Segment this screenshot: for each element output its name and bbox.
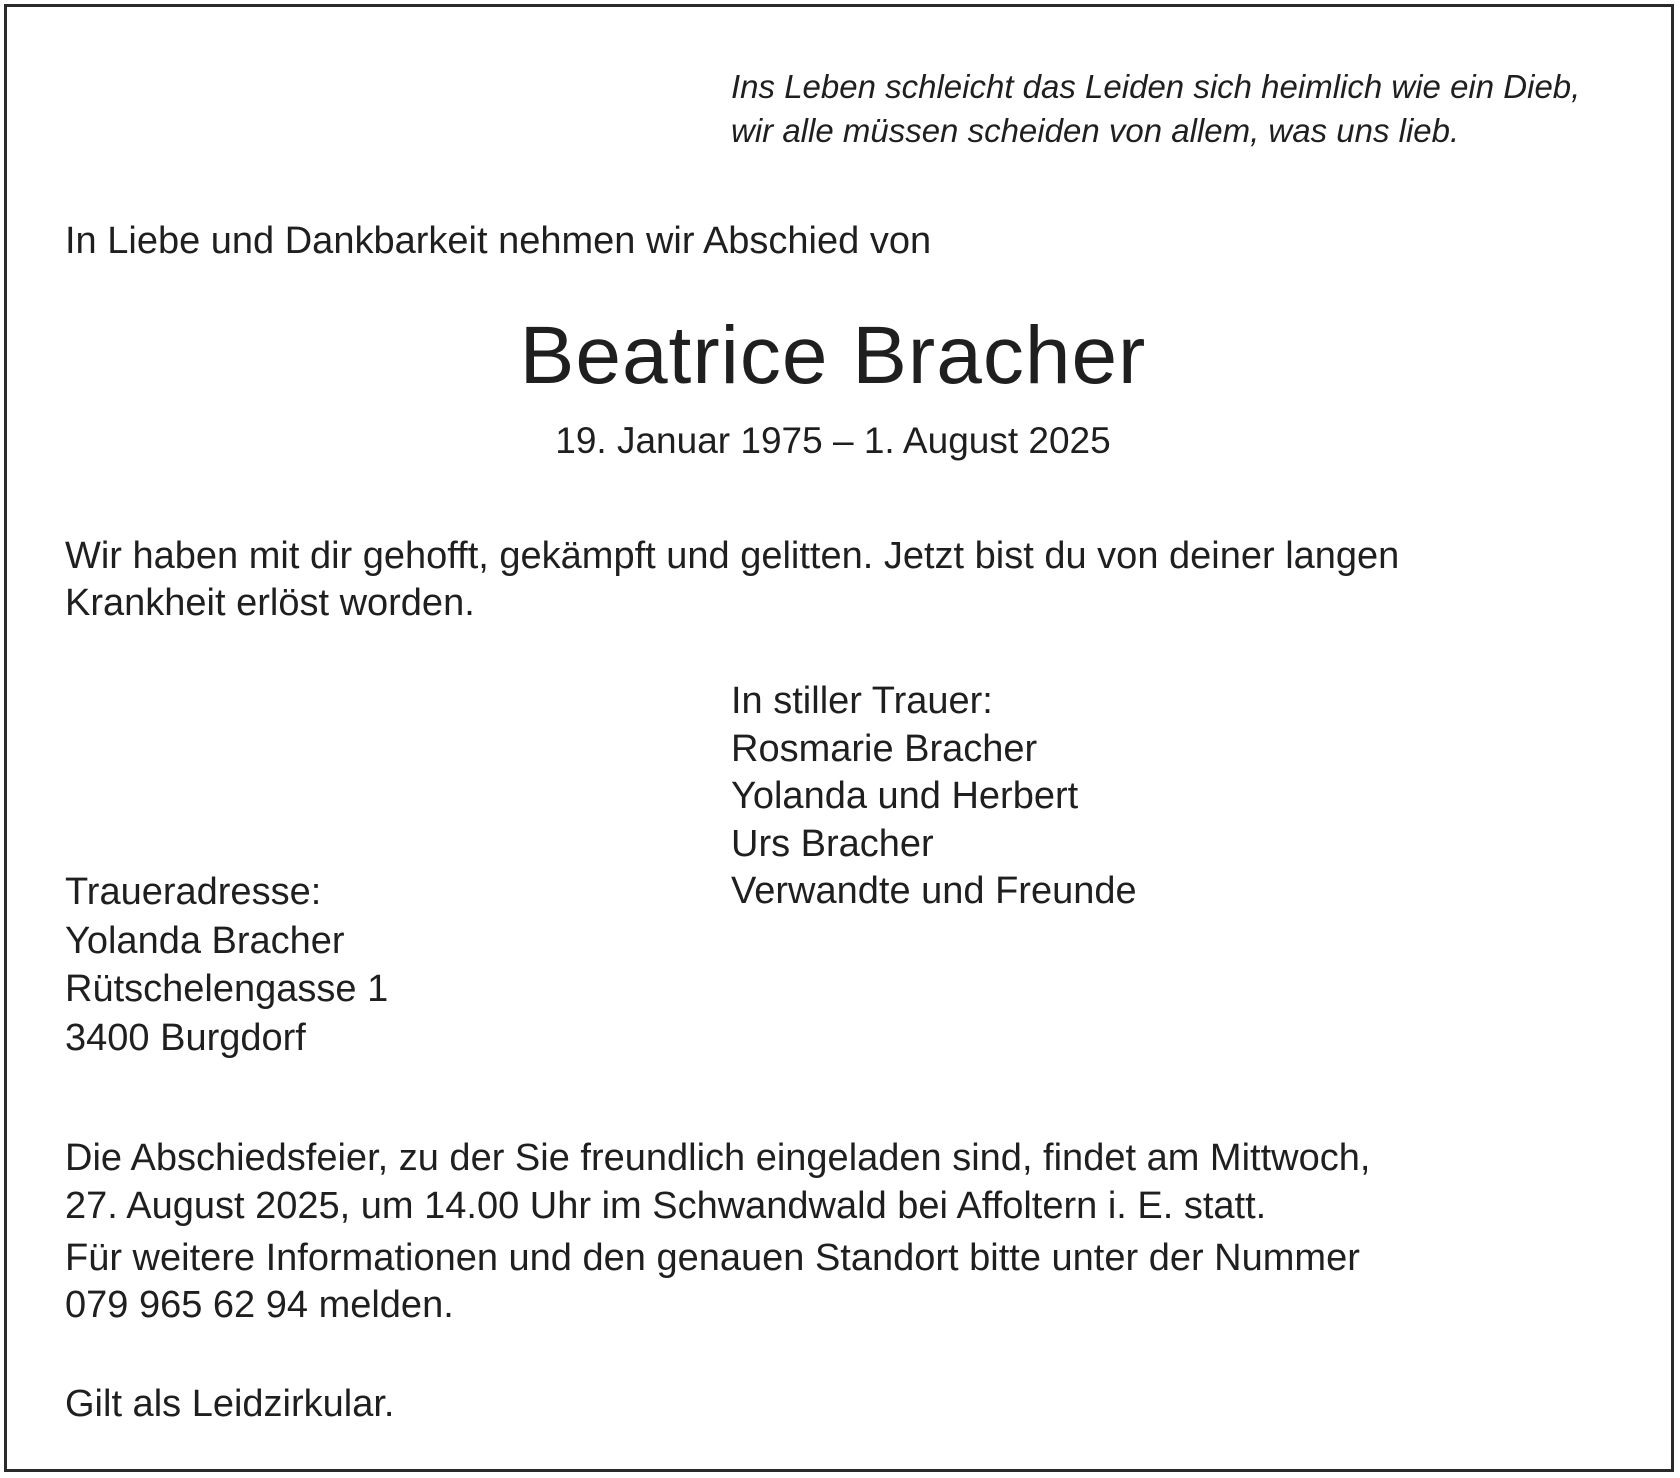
motto-line-2: wir alle müssen scheiden von allem, was uns lieb. bbox=[731, 112, 1460, 149]
mourner-name: Urs Bracher bbox=[731, 822, 934, 865]
info-line-2: 079 965 62 94 melden. bbox=[65, 1284, 454, 1326]
address-name: Yolanda Bracher bbox=[65, 919, 345, 962]
farewell-message bbox=[65, 533, 1399, 627]
address-street: Rütschelengasse 1 bbox=[65, 968, 389, 1010]
ceremony-notice bbox=[65, 1134, 1370, 1230]
intro-text: In Liebe und Dankbarkeit nehmen wir Abschied von bbox=[65, 220, 932, 262]
info-line-1: Für weitere Informationen und den genauen Standort bitte unter der Nummer bbox=[65, 1237, 1360, 1279]
info-notice bbox=[65, 1235, 1360, 1329]
ceremony-line-1: Die Abschiedsfeier, zu der Sie freundlich eingeladen sind, findet am Mittwoch, bbox=[65, 1137, 1371, 1179]
address-heading: Traueradresse: bbox=[65, 871, 322, 913]
mourner-name: Yolanda und Herbert bbox=[731, 775, 1079, 817]
mourners-heading: In stiller Trauer: bbox=[731, 680, 993, 722]
motto-verse bbox=[731, 65, 1580, 153]
farewell-line-1: Wir haben mit dir gehofft, gekämpft und gelitten. Jetzt bist du von deiner langen bbox=[65, 535, 1400, 577]
circular-notice: Gilt als Leidzirkular. bbox=[65, 1383, 395, 1425]
mourning-address bbox=[65, 868, 388, 1062]
deceased-name: Beatrice Bracher bbox=[519, 310, 1147, 401]
motto-line-1: Ins Leben schleicht das Leiden sich heimlich wie ein Dieb, bbox=[731, 68, 1581, 105]
mourners-block bbox=[731, 678, 1137, 916]
ceremony-line-2: 27. August 2025, um 14.00 Uhr im Schwandwald bei Affoltern i. E. statt. bbox=[65, 1185, 1267, 1227]
mourner-name: Verwandte und Freunde bbox=[731, 870, 1137, 912]
life-dates: 19. Januar 1975 – 1. August 2025 bbox=[555, 420, 1111, 461]
mourner-name: Rosmarie Bracher bbox=[731, 727, 1038, 770]
farewell-line-2: Krankheit erlöst worden. bbox=[65, 582, 475, 624]
address-city: 3400 Burgdorf bbox=[65, 1016, 306, 1059]
